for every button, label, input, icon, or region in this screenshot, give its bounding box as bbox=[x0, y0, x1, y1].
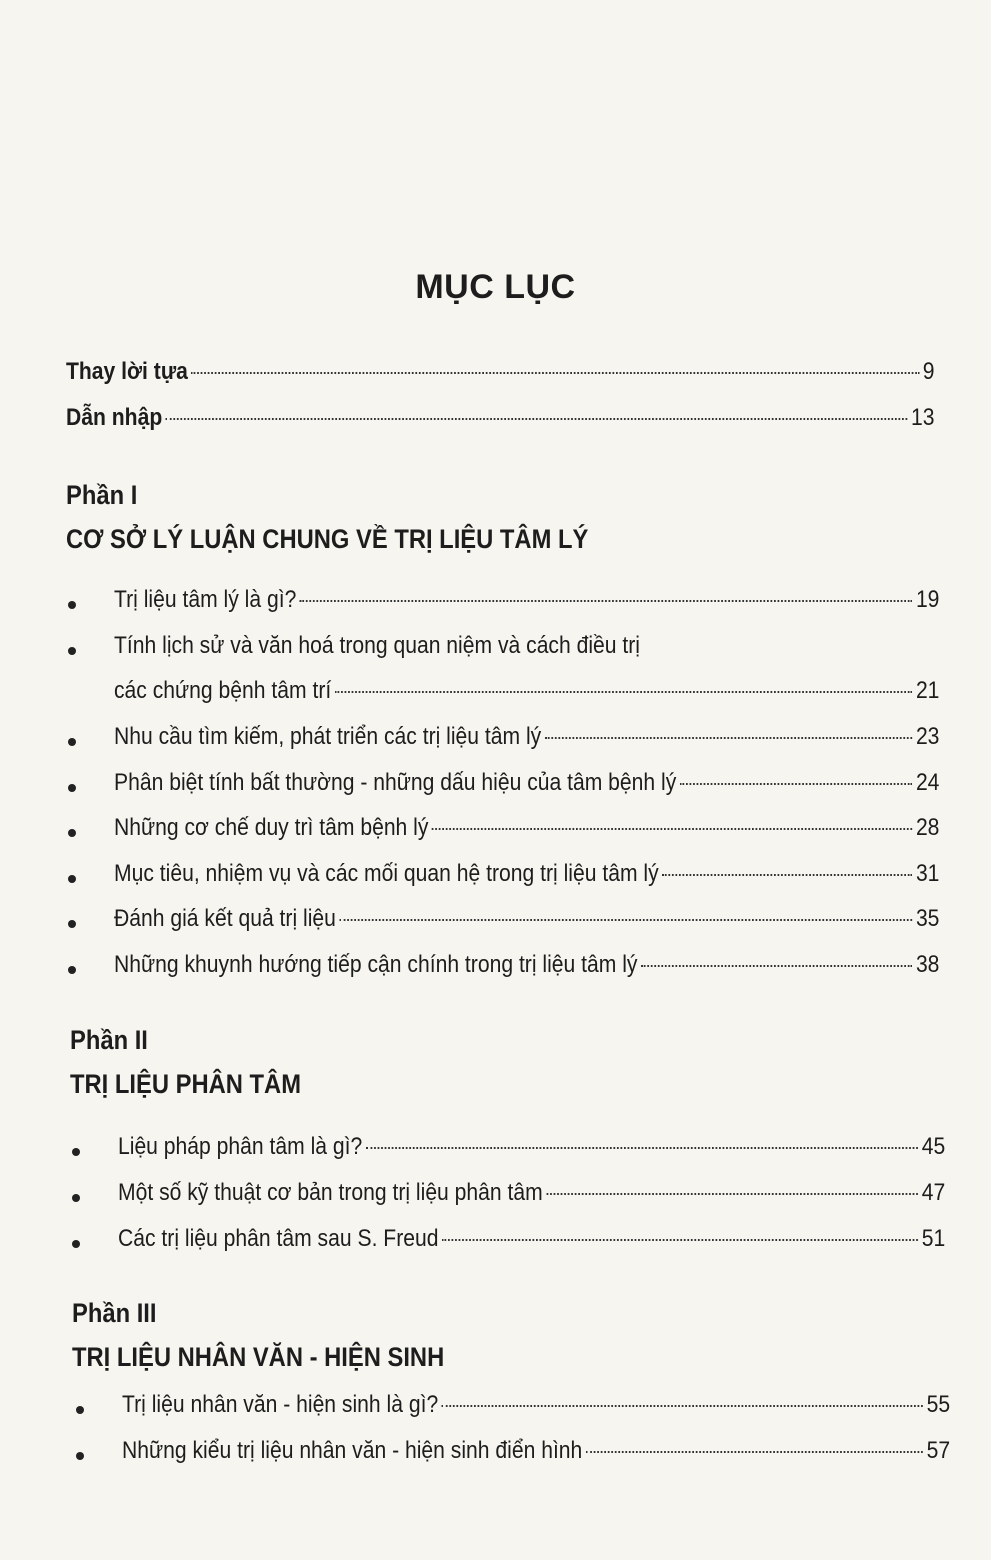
page-number: 57 bbox=[926, 1437, 951, 1464]
toc-entry bbox=[114, 860, 939, 888]
bullet-icon bbox=[72, 1240, 80, 1248]
part-label: Phần III bbox=[72, 1298, 157, 1328]
bullet-icon bbox=[76, 1406, 84, 1414]
part-title: TRỊ LIỆU NHÂN VĂN - HIỆN SINH bbox=[72, 1342, 445, 1372]
toc-entry bbox=[118, 1133, 945, 1161]
entry-text: Những kiểu trị liệu nhân văn - hiện sinh điển hình bbox=[122, 1437, 583, 1464]
dot-leader bbox=[442, 1239, 918, 1241]
page-number: 21 bbox=[915, 677, 940, 704]
page-number: 9 bbox=[922, 358, 935, 385]
page-number: 51 bbox=[921, 1225, 946, 1252]
page-number: 24 bbox=[915, 769, 940, 796]
toc-entry bbox=[114, 814, 939, 842]
toc-entry bbox=[118, 1225, 945, 1253]
toc-entry bbox=[114, 769, 939, 797]
entry-text-continued: các chứng bệnh tâm trí bbox=[114, 677, 332, 704]
entry-text: Những cơ chế duy trì tâm bệnh lý bbox=[114, 814, 429, 841]
entry-text: Mục tiêu, nhiệm vụ và các mối quan hệ trong trị liệu tâm lý bbox=[114, 860, 659, 887]
bullet-icon bbox=[68, 966, 76, 974]
bullet-icon bbox=[72, 1194, 80, 1202]
bullet-icon bbox=[68, 875, 76, 883]
entry-text: Trị liệu nhân văn - hiện sinh là gì? bbox=[122, 1391, 439, 1418]
bullet-icon bbox=[68, 601, 76, 609]
toc-entry bbox=[122, 1437, 950, 1465]
page-number: 13 bbox=[911, 404, 935, 431]
page-title: MỤC LỤC bbox=[415, 268, 576, 306]
part-title: CƠ SỞ LÝ LUẬN CHUNG VỀ TRỊ LIỆU TÂM LÝ bbox=[66, 524, 589, 554]
dot-leader bbox=[166, 418, 908, 420]
entry-text: Dẫn nhập bbox=[66, 404, 163, 431]
toc-entry bbox=[114, 951, 939, 979]
dot-leader bbox=[339, 919, 912, 921]
toc-entry bbox=[114, 905, 939, 933]
dot-leader bbox=[586, 1451, 923, 1453]
dot-leader bbox=[335, 691, 913, 693]
entry-text: Đánh giá kết quả trị liệu bbox=[114, 905, 336, 932]
entry-text: Tính lịch sử và văn hoá trong quan niệm và cách điều trị bbox=[114, 632, 641, 659]
page-number: 31 bbox=[915, 860, 940, 887]
toc-entry bbox=[118, 1179, 945, 1207]
page-number: 55 bbox=[926, 1391, 951, 1418]
toc-entry bbox=[122, 1391, 950, 1419]
toc-entry bbox=[114, 677, 939, 705]
dot-leader bbox=[662, 874, 912, 876]
bullet-icon bbox=[68, 829, 76, 837]
dot-leader bbox=[641, 965, 912, 967]
page-number: 19 bbox=[915, 586, 940, 613]
bullet-icon bbox=[68, 647, 76, 655]
dot-leader bbox=[191, 372, 919, 374]
dot-leader bbox=[300, 600, 913, 602]
bullet-icon bbox=[68, 920, 76, 928]
toc-entry bbox=[114, 723, 939, 751]
page-number: 45 bbox=[921, 1133, 946, 1160]
part-label: Phần II bbox=[70, 1025, 148, 1055]
dot-leader bbox=[432, 828, 912, 830]
entry-text: Những khuynh hướng tiếp cận chính trong trị liệu tâm lý bbox=[114, 951, 638, 978]
bullet-icon bbox=[68, 784, 76, 792]
dot-leader bbox=[366, 1147, 918, 1149]
dot-leader bbox=[545, 737, 913, 739]
page-number: 38 bbox=[915, 951, 940, 978]
toc-entry-introduction bbox=[66, 404, 935, 432]
bullet-icon bbox=[68, 738, 76, 746]
dot-leader bbox=[442, 1405, 923, 1407]
page-number: 47 bbox=[921, 1179, 946, 1206]
page-number: 35 bbox=[915, 905, 940, 932]
entry-text: Nhu cầu tìm kiếm, phát triển các trị liệu tâm lý bbox=[114, 723, 542, 750]
entry-text: Các trị liệu phân tâm sau S. Freud bbox=[118, 1225, 439, 1252]
entry-text: Phân biệt tính bất thường - những dấu hiệu của tâm bệnh lý bbox=[114, 769, 677, 796]
entry-text: Liệu pháp phân tâm là gì? bbox=[118, 1133, 363, 1160]
part-title: TRỊ LIỆU PHÂN TÂM bbox=[70, 1069, 301, 1099]
dot-leader bbox=[546, 1193, 918, 1195]
entry-text: Một số kỹ thuật cơ bản trong trị liệu phân tâm bbox=[118, 1179, 543, 1206]
entry-text: Trị liệu tâm lý là gì? bbox=[114, 586, 297, 613]
entry-text: Thay lời tựa bbox=[66, 358, 188, 385]
part-label: Phần I bbox=[66, 480, 138, 510]
bullet-icon bbox=[72, 1148, 80, 1156]
dot-leader bbox=[680, 783, 913, 785]
bullet-icon bbox=[76, 1452, 84, 1460]
page-number: 23 bbox=[915, 723, 940, 750]
page-number: 28 bbox=[915, 814, 940, 841]
toc-entry-preface bbox=[66, 358, 935, 386]
toc-entry bbox=[114, 586, 939, 614]
